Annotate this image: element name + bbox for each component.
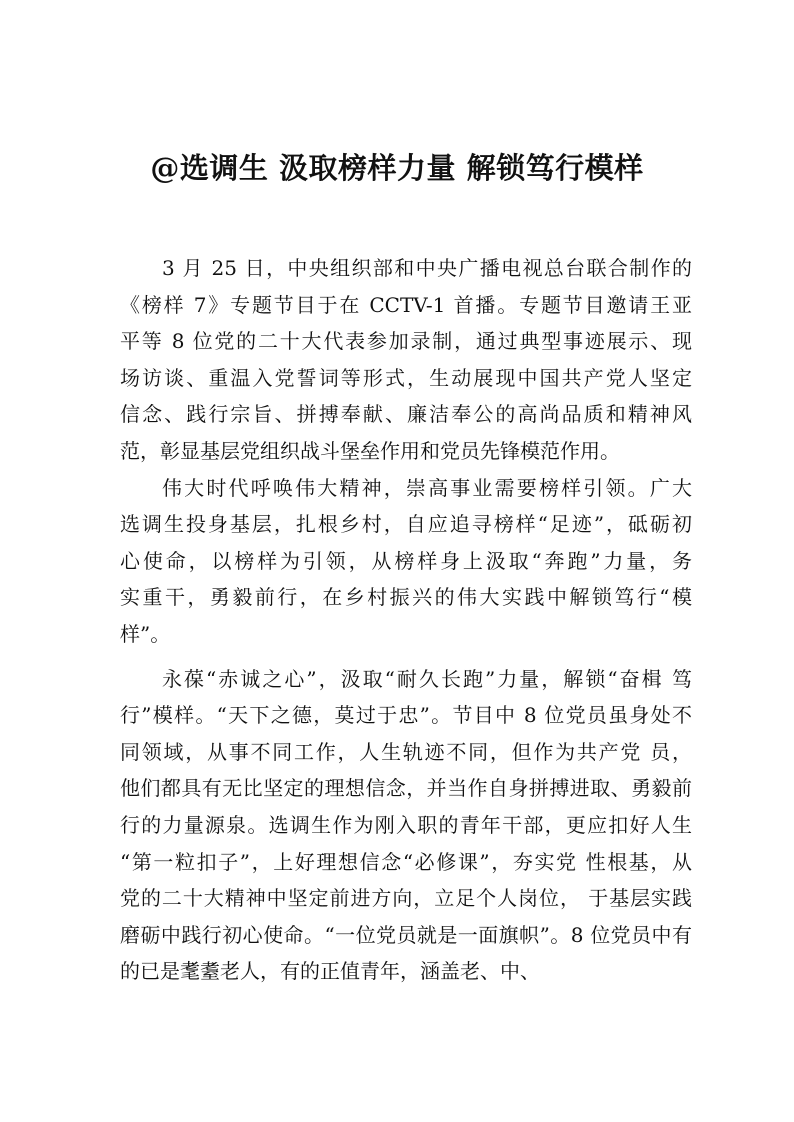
paragraph-line: 信念、践行宗旨、拼搏奉献、廉洁奉公的高尚品质和精神风 xyxy=(120,402,692,427)
paragraph-line: 场访谈、重温入党誓词等形式，生动展现中国共产党人坚定 xyxy=(120,365,692,390)
paragraph-line: 行”模样。“天下之德，莫过于忠”。节目中 8 位党员虽身处不 xyxy=(120,703,692,728)
paragraph-gap xyxy=(120,653,692,661)
paragraph-line: 他们都具有无比坚定的理想信念，并当作自身拼搏进取、勇毅前 xyxy=(120,776,692,801)
paragraph-line: “第一粒扣子”，上好理想信念“必修课”，夯实党 性根基，从 xyxy=(120,849,692,874)
paragraph-line: 样”。 xyxy=(120,621,171,646)
paragraph-line: 伟大时代呼唤伟大精神，崇高事业需要榜样引领。广大 xyxy=(162,475,692,500)
paragraph-line: 同领域，从事不同工作，人生轨迹不同，但作为共产党 员， xyxy=(120,739,692,764)
paragraph-line: 选调生投身基层，扎根乡村，自应追寻榜样“足迹”，砥砺初 xyxy=(120,512,692,537)
paragraph-line: 3 月 25 日，中央组织部和中央广播电视总台联合制作的 xyxy=(162,256,692,280)
paragraph-line: 党的二十大精神中坚定前进方向，立足个人岗位， 于基层实践 xyxy=(120,886,692,911)
paragraph-line: 磨砺中践行初心使命。“一位党员就是一面旗帜”。8 位党员中有 xyxy=(120,922,692,947)
paragraph-line: 范，彰显基层党组织战斗堡垒作用和党员先锋模范作用。 xyxy=(120,438,620,463)
document-title: @选调生 汲取榜样力量 解锁笃行模样 xyxy=(150,151,644,185)
paragraph-line: 心使命，以榜样为引领，从榜样身上汲取“奔跑”力量，务 xyxy=(120,548,692,573)
paragraph-line: 《榜样 7》专题节目于在 CCTV-1 首播。专题节目邀请王亚 xyxy=(120,292,692,317)
document-body xyxy=(120,250,692,990)
paragraph-line: 的已是耄耋老人，有的正值青年，涵盖老、中、 xyxy=(120,959,540,984)
paragraph-line: 实重干，勇毅前行，在乡村振兴的伟大实践中解锁笃行“模 xyxy=(120,585,692,610)
paragraph-line: 行的力量源泉。选调生作为刚入职的青年干部，更应扣好人生 xyxy=(120,812,692,837)
paragraph-line: 永葆“赤诚之心”，汲取“耐久长跑”力量，解锁“奋楫 笃 xyxy=(162,666,692,691)
paragraph-line: 平等 8 位党的二十大代表参加录制，通过典型事迹展示、现 xyxy=(120,329,692,354)
